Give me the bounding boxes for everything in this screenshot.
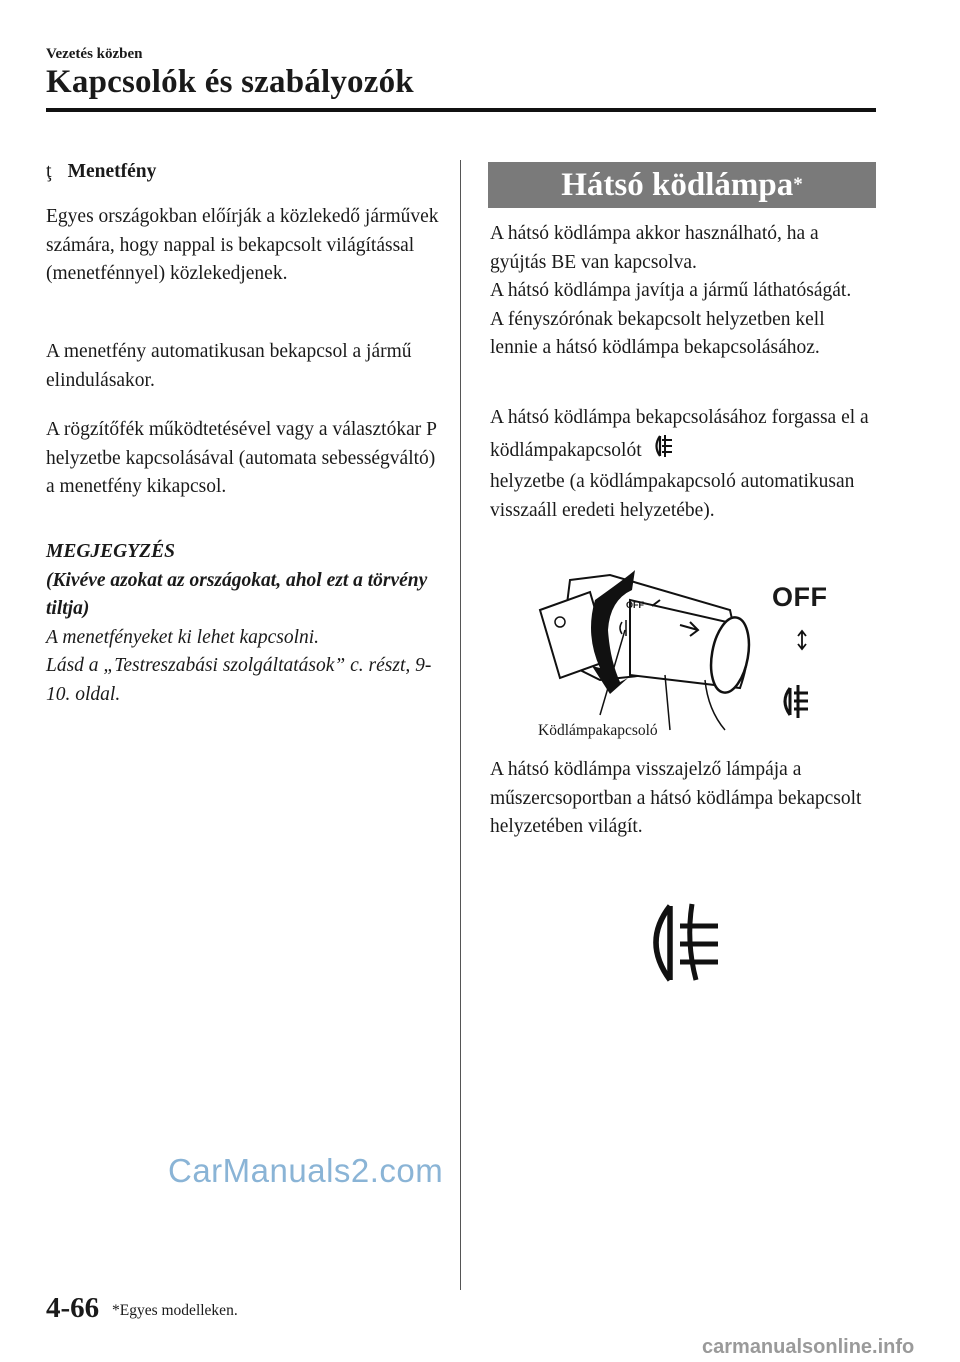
column-divider bbox=[460, 160, 461, 1290]
note-block bbox=[46, 538, 441, 709]
note-line-1: A menetfényeket ki lehet kapcsolni. bbox=[46, 626, 320, 648]
svg-text:OFF: OFF bbox=[626, 600, 644, 610]
left-paragraph-2: A menetfény automatikusan bekapcsol a jármű elindulásakor. bbox=[46, 341, 412, 391]
right-paragraph-1: A hátsó ködlámpa akkor használható, ha a gyújtás BE van kapcsolva. A hátsó ködlámpa javítja a jármű láthatóságát. A fényszórónak bekapcsolt helyzetben kell lennie a hátsó ködlámpa bekapcsolásához. bbox=[490, 223, 852, 358]
right-paragraph-2: A hátsó ködlámpa bekapcsolásához forgassa el a ködlámpakapcsolót helyzetbe (a ködlámpakapcsoló automatikusan visszaáll eredeti helyzetébe). bbox=[490, 407, 869, 521]
section-banner bbox=[488, 162, 876, 208]
site-watermark: carmanualsonline.info bbox=[702, 1336, 915, 1358]
left-heading-text: Menetfény bbox=[67, 160, 157, 182]
note-line-2: Lásd a „Testreszabási szolgáltatások” c. részt, 9-10. oldal. bbox=[46, 655, 432, 705]
rear-fog-lamp-icon bbox=[785, 685, 808, 718]
banner-title: Hátsó ködlámpa bbox=[561, 166, 794, 203]
note-label: MEGJEGYZÉS bbox=[46, 541, 175, 562]
bullet-icon: ţ bbox=[46, 160, 52, 182]
footnote: *Egyes modelleken. bbox=[112, 1302, 238, 1319]
left-paragraph-1: Egyes országokban előírják a közlekedő járművek számára, hogy nappal is bekapcsolt világítással (menetfénnyel) közlekedjenek. bbox=[46, 206, 439, 284]
figure-caption: Ködlámpakapcsoló bbox=[538, 722, 658, 739]
chapter-title: Kapcsolók és szabályozók bbox=[46, 64, 414, 100]
header-rule bbox=[46, 108, 876, 112]
section-header: Vezetés közben bbox=[46, 46, 143, 62]
watermark: CarManuals2.com bbox=[168, 1152, 444, 1189]
note-subtitle: (Kivéve azokat az országokat, ahol ezt a törvény tiltja) bbox=[46, 569, 428, 619]
left-paragraph-3: A rögzítőfék működtetésével vagy a választókar P helyzetbe kapcsolásával (automata sebességváltó) a menetfény kikapcsol. bbox=[46, 419, 437, 497]
left-section-heading bbox=[46, 160, 156, 183]
rear-fog-lamp-icon bbox=[640, 900, 732, 988]
off-label: OFF bbox=[772, 582, 828, 612]
rear-fog-lamp-icon bbox=[651, 433, 675, 469]
banner-asterisk: * bbox=[793, 174, 803, 195]
page-number: 4-66 bbox=[46, 1292, 100, 1324]
right-paragraph-3: A hátsó ködlámpa visszajelző lámpája a műszercsoportban a hátsó ködlámpa bekapcsolt helyzetében világít. bbox=[490, 759, 862, 837]
